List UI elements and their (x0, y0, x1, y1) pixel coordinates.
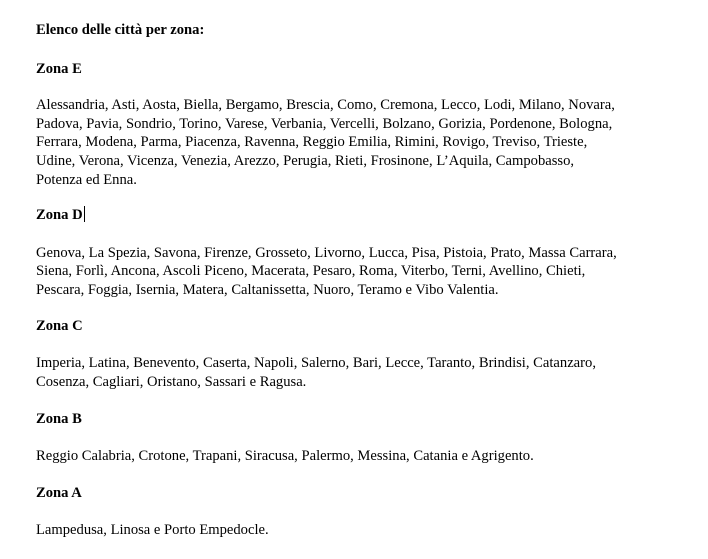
text-cursor (84, 206, 85, 222)
zone-c-line: Cosenza, Cagliari, Oristano, Sassari e Ragusa. (36, 374, 307, 390)
zone-b-line: Reggio Calabria, Crotone, Trapani, Siracusa, Palermo, Messina, Catania e Agrigento. (36, 448, 534, 464)
zone-d-line: Pescara, Foggia, Isernia, Matera, Caltanissetta, Nuoro, Teramo e Vibo Valentia. (36, 282, 499, 298)
zone-b-title: Zona B (36, 411, 82, 427)
zone-e-title: Zona E (36, 61, 82, 77)
zone-e-line: Potenza ed Enna. (36, 172, 137, 188)
zone-a-title: Zona A (36, 485, 82, 501)
zone-a-line: Lampedusa, Linosa e Porto Empedocle. (36, 522, 269, 538)
zone-e-line: Alessandria, Asti, Aosta, Biella, Bergamo, Brescia, Como, Cremona, Lecco, Lodi, Milano, Novara, (36, 97, 615, 113)
zone-d-line: Siena, Forlì, Ancona, Ascoli Piceno, Macerata, Pesaro, Roma, Viterbo, Terni, Avellino, Chieti, (36, 263, 586, 279)
zone-e-line: Padova, Pavia, Sondrio, Torino, Varese, Verbania, Vercelli, Bolzano, Gorizia, Pordenone, Bologna, (36, 116, 613, 132)
zone-c-title: Zona C (36, 318, 83, 334)
document-heading: Elenco delle città per zona: (36, 22, 205, 38)
zone-e-line: Ferrara, Modena, Parma, Piacenza, Ravenna, Reggio Emilia, Rimini, Rovigo, Treviso, Trieste, (36, 134, 588, 150)
zone-e-line: Udine, Verona, Vicenza, Venezia, Arezzo, Perugia, Rieti, Frosinone, L’Aquila, Campobasso, (36, 153, 575, 169)
zone-d-title: Zona D (36, 207, 83, 223)
zone-d-line: Genova, La Spezia, Savona, Firenze, Grosseto, Livorno, Lucca, Pisa, Pistoia, Prato, Massa Carrara, (36, 245, 617, 261)
zone-d-title-row (36, 206, 85, 224)
zone-c-line: Imperia, Latina, Benevento, Caserta, Napoli, Salerno, Bari, Lecce, Taranto, Brindisi, Catanzaro, (36, 355, 596, 371)
